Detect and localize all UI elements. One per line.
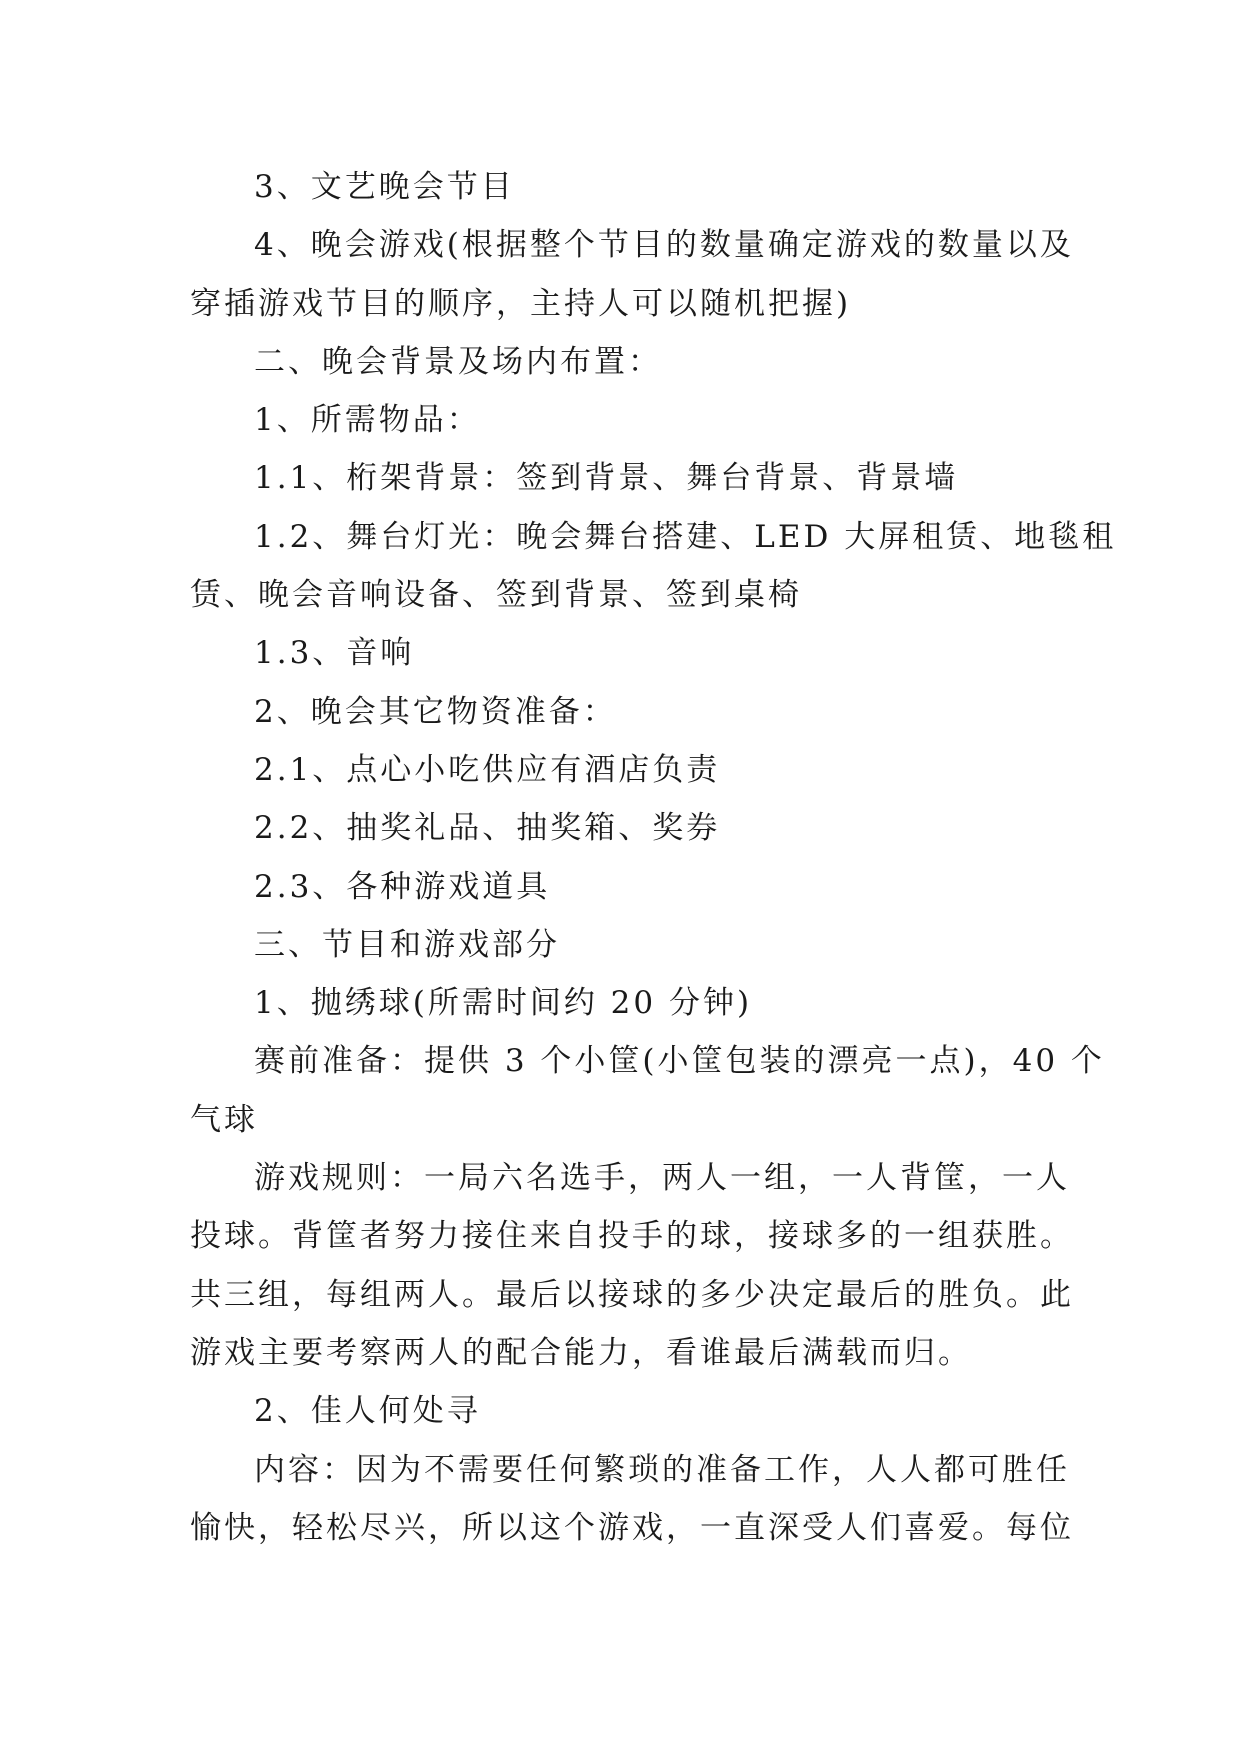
text-line: 2、晚会其它物资准备： (254, 693, 617, 730)
text-line: 1、抛绣球(所需时间约 20 分钟) (254, 985, 753, 1022)
text-line: 游戏主要考察两人的配合能力，看谁最后满载而归。 (190, 1334, 972, 1371)
text-line: 1.2、舞台灯光：晚会舞台搭建、LED 大屏租赁、地毯租 (254, 518, 1117, 555)
text-line: 投球。背筐者努力接住来自投手的球，接球多的一组获胜。 (190, 1218, 1074, 1255)
text-line: 2.1、点心小吃供应有酒店负责 (254, 751, 721, 788)
text-line: 2.3、各种游戏道具 (254, 868, 551, 905)
text-line: 内容：因为不需要任何繁琐的准备工作，人人都可胜任 (254, 1451, 1070, 1488)
text-line: 气球 (190, 1101, 258, 1138)
text-line: 共三组，每组两人。最后以接球的多少决定最后的胜负。此 (190, 1276, 1074, 1313)
document-body (190, 158, 1117, 1557)
text-line: 3、文艺晚会节目 (254, 169, 515, 205)
text-line: 赛前准备：提供 3 个小筐(小筐包装的漂亮一点)，40 个 (254, 1043, 1105, 1080)
text-line: 游戏规则：一局六名选手，两人一组，一人背筐，一人 (254, 1160, 1070, 1197)
text-line: 1.1、桁架背景：签到背景、舞台背景、背景墙 (254, 460, 959, 497)
text-line: 1、所需物品： (254, 402, 481, 439)
text-line: 二、晚会背景及场内布置： (254, 343, 662, 380)
text-line: 4、晚会游戏(根据整个节目的数量确定游戏的数量以及 (254, 227, 1074, 264)
text-line: 2、佳人何处寻 (254, 1393, 481, 1430)
text-line: 三、节目和游戏部分 (254, 926, 560, 963)
text-line: 穿插游戏节目的顺序，主持人可以随机把握) (190, 285, 852, 322)
text-line: 1.3、音响 (254, 635, 415, 672)
text-line: 2.2、抽奖礼品、抽奖箱、奖券 (254, 810, 721, 847)
text-line: 赁、晚会音响设备、签到背景、签到桌椅 (190, 577, 802, 614)
text-line: 愉快，轻松尽兴，所以这个游戏，一直深受人们喜爱。每位 (190, 1509, 1074, 1546)
